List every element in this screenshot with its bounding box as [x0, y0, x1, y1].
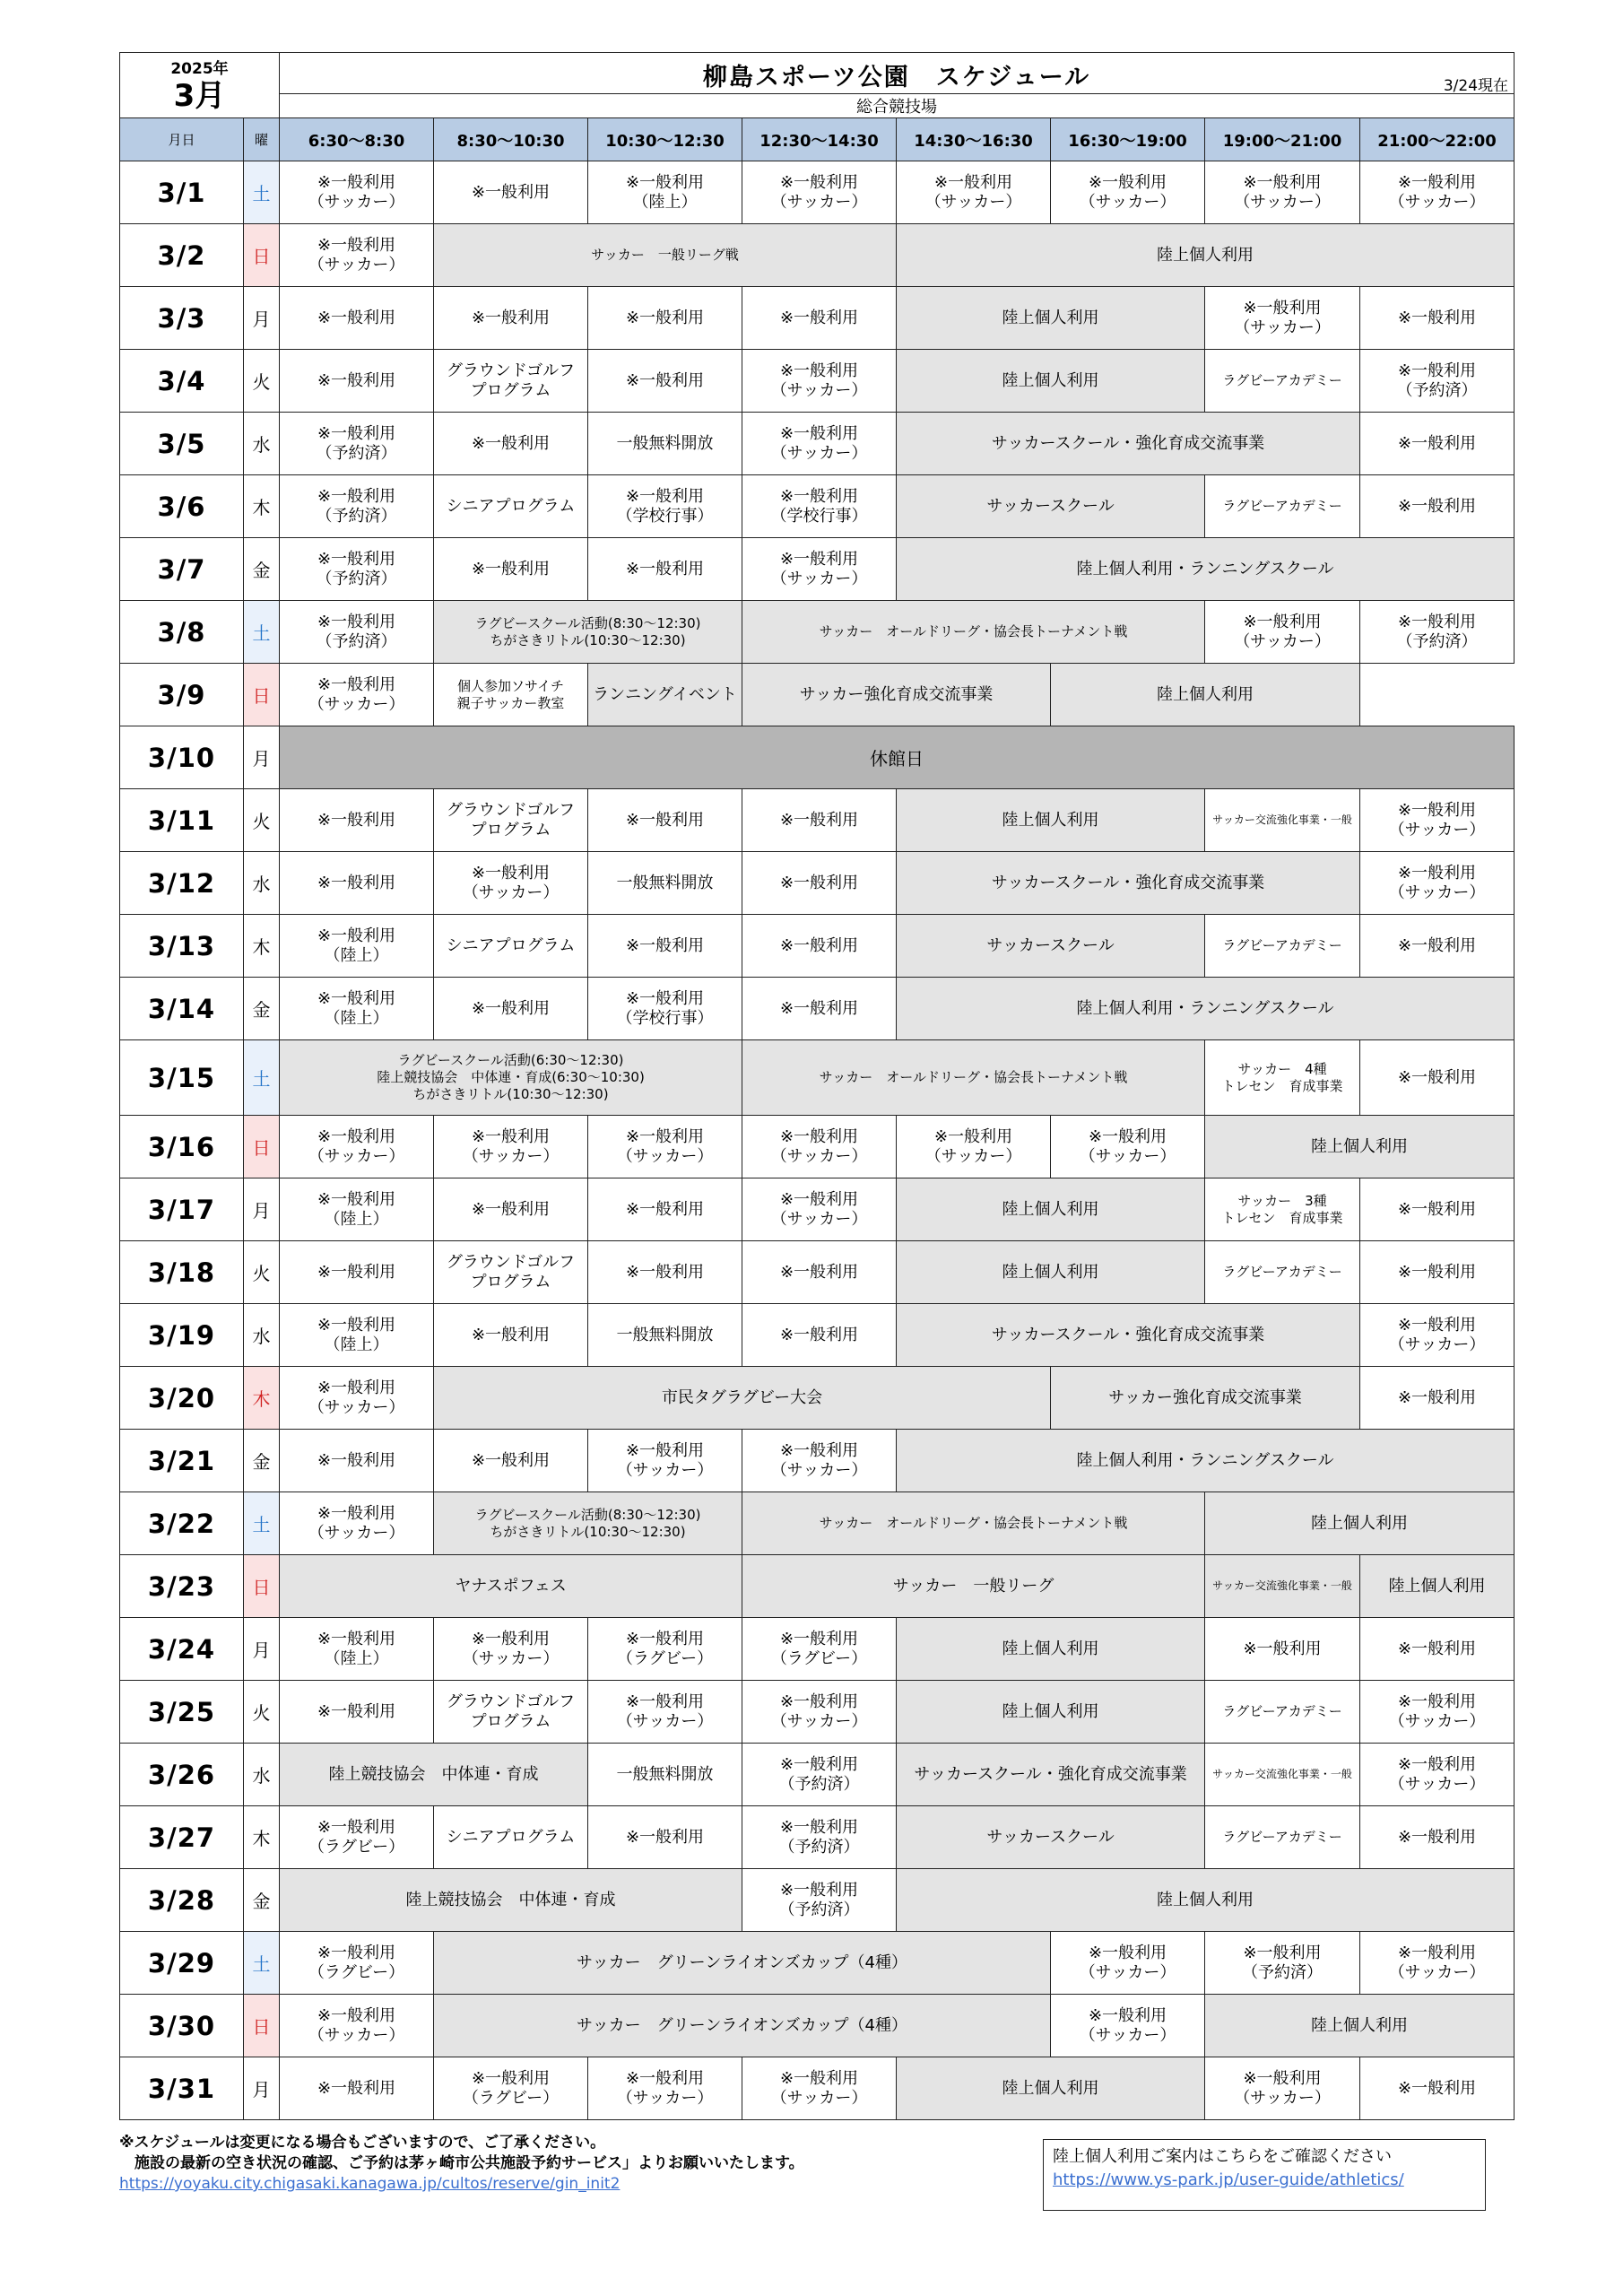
- schedule-row: [120, 287, 1515, 350]
- schedule-cell: サッカー交流強化事業・一般: [1205, 1555, 1360, 1618]
- row-date: 3/22: [120, 1492, 244, 1555]
- schedule-cell: 陸上個人利用: [1051, 664, 1360, 726]
- schedule-cell: サッカースクール: [897, 1806, 1205, 1869]
- schedule-cell: サッカー オールドリーグ・協会長トーナメント戦: [742, 601, 1205, 664]
- schedule-cell: ※一般利用: [434, 161, 588, 224]
- schedule-cell: ※一般利用: [434, 413, 588, 475]
- schedule-cell: ※一般利用 （サッカー）: [1360, 789, 1515, 852]
- row-day-of-week: 火: [244, 1241, 280, 1304]
- schedule-cell: 陸上競技協会 中体連・育成: [280, 1744, 588, 1806]
- row-day-of-week: 水: [244, 1744, 280, 1806]
- row-date: 3/14: [120, 978, 244, 1040]
- schedule-cell: ※一般利用 （サッカー）: [1360, 1932, 1515, 1995]
- schedule-cell: ※一般利用 （学校行事）: [588, 475, 742, 538]
- schedule-cell: 陸上個人利用: [1360, 1555, 1515, 1618]
- schedule-cell: ※一般利用 （ラグビー）: [742, 1618, 897, 1681]
- schedule-row: [120, 1869, 1515, 1932]
- schedule-cell: ※一般利用 （サッカー）: [742, 1178, 897, 1241]
- schedule-cell: ※一般利用: [280, 852, 434, 915]
- schedule-cell: ※一般利用: [434, 1304, 588, 1367]
- schedule-cell: 陸上個人利用: [897, 224, 1515, 287]
- schedule-cell: ※一般利用 （サッカー）: [280, 1116, 434, 1178]
- title-cell: [280, 53, 1515, 94]
- schedule-cell: ※一般利用: [742, 1241, 897, 1304]
- schedule-row: [120, 161, 1515, 224]
- schedule-cell: サッカー グリーンライオンズカップ（4種）: [434, 1932, 1051, 1995]
- schedule-cell: ※一般利用 （サッカー）: [434, 1618, 588, 1681]
- schedule-cell: ※一般利用: [280, 1681, 434, 1744]
- athletics-guide-link[interactable]: https://www.ys-park.jp/user-guide/athletics/: [1053, 2170, 1404, 2189]
- schedule-cell: ※一般利用 （陸上）: [280, 1618, 434, 1681]
- schedule-cell: ※一般利用 （サッカー）: [588, 1430, 742, 1492]
- col-header-dow: 曜: [244, 118, 280, 161]
- row-day-of-week: 土: [244, 1492, 280, 1555]
- row-date: 3/29: [120, 1932, 244, 1995]
- schedule-cell: ※一般利用 （サッカー）: [280, 664, 434, 726]
- schedule-cell: サッカースクール・強化育成交流事業: [897, 413, 1360, 475]
- schedule-cell: シニアプログラム: [434, 915, 588, 978]
- schedule-cell: ※一般利用: [1360, 915, 1515, 978]
- schedule-row: [120, 664, 1515, 726]
- schedule-cell: 一般無料開放: [588, 413, 742, 475]
- row-day-of-week: 日: [244, 1116, 280, 1178]
- schedule-cell: ※一般利用: [280, 1430, 434, 1492]
- schedule-cell: ※一般利用: [1360, 287, 1515, 350]
- schedule-cell: ※一般利用: [1360, 2057, 1515, 2120]
- schedule-cell: 陸上競技協会 中体連・育成: [280, 1869, 742, 1932]
- schedule-cell: ※一般利用 （サッカー）: [1360, 1744, 1515, 1806]
- schedule-cell: 陸上個人利用・ランニングスクール: [897, 538, 1515, 601]
- col-header-slot: 14:30～16:30: [897, 118, 1051, 161]
- schedule-cell: 陸上個人利用: [1205, 1492, 1515, 1555]
- schedule-cell: ※一般利用: [588, 915, 742, 978]
- schedule-row: [120, 1178, 1515, 1241]
- row-date: 3/16: [120, 1116, 244, 1178]
- schedule-row: [120, 350, 1515, 413]
- schedule-cell: シニアプログラム: [434, 1806, 588, 1869]
- schedule-cell: サッカースクール・強化育成交流事業: [897, 1304, 1360, 1367]
- schedule-cell: ※一般利用 （サッカー）: [588, 1116, 742, 1178]
- as-of-date: 3/24現在: [1443, 77, 1509, 94]
- schedule-row: [120, 1492, 1515, 1555]
- schedule-cell: ヤナスポフェス: [280, 1555, 742, 1618]
- row-day-of-week: 火: [244, 1681, 280, 1744]
- schedule-row: [120, 601, 1515, 664]
- row-date: 3/20: [120, 1367, 244, 1430]
- schedule-cell: グラウンドゴルフ プログラム: [434, 789, 588, 852]
- schedule-cell: サッカースクール・強化育成交流事業: [897, 852, 1360, 915]
- row-day-of-week: 土: [244, 1932, 280, 1995]
- schedule-cell: ※一般利用 （サッカー）: [1051, 1932, 1205, 1995]
- row-day-of-week: 月: [244, 726, 280, 789]
- schedule-cell: サッカースクール: [897, 915, 1205, 978]
- schedule-cell: ※一般利用 （サッカー）: [1051, 1116, 1205, 1178]
- schedule-row: [120, 852, 1515, 915]
- schedule-cell: ※一般利用 （陸上）: [280, 1304, 434, 1367]
- month-label: 3月: [173, 78, 226, 114]
- row-date: 3/18: [120, 1241, 244, 1304]
- row-date: 3/6: [120, 475, 244, 538]
- schedule-cell: グラウンドゴルフ プログラム: [434, 1681, 588, 1744]
- schedule-row: [120, 1430, 1515, 1492]
- schedule-cell: ※一般利用: [742, 1304, 897, 1367]
- row-day-of-week: 水: [244, 852, 280, 915]
- schedule-cell: ※一般利用: [742, 852, 897, 915]
- schedule-cell: ※一般利用 （サッカー）: [280, 1492, 434, 1555]
- schedule-cell: ※一般利用 （サッカー）: [588, 1681, 742, 1744]
- row-day-of-week: 木: [244, 475, 280, 538]
- schedule-cell: ※一般利用 （予約済）: [280, 538, 434, 601]
- schedule-cell: ※一般利用 （サッカー）: [280, 224, 434, 287]
- schedule-row: [120, 1995, 1515, 2057]
- schedule-row: [120, 915, 1515, 978]
- row-date: 3/23: [120, 1555, 244, 1618]
- col-header-slot: 19:00～21:00: [1205, 118, 1360, 161]
- schedule-cell: 陸上個人利用: [897, 1241, 1205, 1304]
- schedule-cell: ※一般利用: [1360, 475, 1515, 538]
- schedule-cell: ※一般利用 （サッカー）: [1205, 161, 1360, 224]
- schedule-cell: ※一般利用: [280, 2057, 434, 2120]
- row-day-of-week: 火: [244, 789, 280, 852]
- row-day-of-week: 日: [244, 1555, 280, 1618]
- schedule-cell: ラグビーアカデミー: [1205, 1806, 1360, 1869]
- row-day-of-week: 金: [244, 1430, 280, 1492]
- row-date: 3/12: [120, 852, 244, 915]
- schedule-cell: ※一般利用: [588, 287, 742, 350]
- schedule-cell: 陸上個人利用: [897, 1681, 1205, 1744]
- schedule-cell: ※一般利用 （サッカー）: [742, 1430, 897, 1492]
- schedule-cell: シニアプログラム: [434, 475, 588, 538]
- schedule-cell: 陸上個人利用: [897, 2057, 1205, 2120]
- row-date: 3/10: [120, 726, 244, 789]
- schedule-cell: ラグビースクール活動(8:30～12:30) ちがさきリトル(10:30～12:30): [434, 1492, 742, 1555]
- schedule-cell: ※一般利用: [280, 789, 434, 852]
- schedule-cell: ※一般利用 （学校行事）: [588, 978, 742, 1040]
- row-day-of-week: 土: [244, 161, 280, 224]
- schedule-cell: ※一般利用 （サッカー）: [1205, 2057, 1360, 2120]
- schedule-cell: ※一般利用 （サッカー）: [1205, 601, 1360, 664]
- schedule-cell: サッカー強化育成交流事業: [1051, 1367, 1360, 1430]
- schedule-cell: ※一般利用 （陸上）: [280, 915, 434, 978]
- row-date: 3/25: [120, 1681, 244, 1744]
- row-date: 3/13: [120, 915, 244, 978]
- row-day-of-week: 木: [244, 1367, 280, 1430]
- schedule-cell: 陸上個人利用: [897, 287, 1205, 350]
- schedule-cell: ※一般利用 （サッカー）: [897, 1116, 1051, 1178]
- schedule-cell: 陸上個人利用: [897, 350, 1205, 413]
- schedule-row: [120, 1241, 1515, 1304]
- row-date: 3/7: [120, 538, 244, 601]
- schedule-cell: ラグビースクール活動(6:30～12:30) 陸上競技協会 中体連・育成(6:30～10:30) ちがさきリトル(10:30～12:30): [280, 1040, 742, 1116]
- schedule-cell: ※一般利用: [742, 287, 897, 350]
- schedule-cell: ※一般利用: [280, 1241, 434, 1304]
- year-label: 2025年: [170, 60, 229, 78]
- schedule-table: [119, 52, 1515, 2120]
- schedule-cell: ※一般利用 （ラグビー）: [280, 1932, 434, 1995]
- schedule-cell: サッカー 3種 トレセン 育成事業: [1205, 1178, 1360, 1241]
- schedule-cell: ※一般利用: [1360, 1806, 1515, 1869]
- schedule-cell: 市民タグラグビー大会: [434, 1367, 1051, 1430]
- schedule-cell: ※一般利用 （予約済）: [742, 1806, 897, 1869]
- schedule-cell: ラグビーアカデミー: [1205, 475, 1360, 538]
- col-header-slot: 21:00～22:00: [1360, 118, 1515, 161]
- schedule-cell: ※一般利用: [1360, 413, 1515, 475]
- schedule-cell: ※一般利用: [1205, 1618, 1360, 1681]
- row-date: 3/8: [120, 601, 244, 664]
- col-header-slot: 8:30～10:30: [434, 118, 588, 161]
- schedule-cell: ※一般利用 （サッカー）: [742, 1681, 897, 1744]
- reservation-link[interactable]: https://yoyaku.city.chigasaki.kanagawa.jp/cultos/reserve/gin_init2: [119, 2175, 621, 2193]
- schedule-cell: ※一般利用 （サッカー）: [742, 1116, 897, 1178]
- schedule-cell: 陸上個人利用: [897, 1178, 1205, 1241]
- schedule-cell: ※一般利用: [742, 915, 897, 978]
- schedule-cell: ※一般利用 （サッカー）: [434, 1116, 588, 1178]
- schedule-cell: ※一般利用 （サッカー）: [897, 161, 1051, 224]
- schedule-cell: ※一般利用 （予約済）: [742, 1744, 897, 1806]
- row-day-of-week: 月: [244, 2057, 280, 2120]
- schedule-sheet: [119, 52, 1514, 2120]
- schedule-row: [120, 1555, 1515, 1618]
- schedule-cell: サッカースクール・強化育成交流事業: [897, 1744, 1205, 1806]
- col-header-slot: 6:30～8:30: [280, 118, 434, 161]
- row-day-of-week: 月: [244, 1178, 280, 1241]
- schedule-cell: サッカー強化育成交流事業: [742, 664, 1051, 726]
- row-date: 3/28: [120, 1869, 244, 1932]
- schedule-cell: ラグビーアカデミー: [1205, 915, 1360, 978]
- schedule-cell: ※一般利用 （予約済）: [742, 1869, 897, 1932]
- schedule-cell: ※一般利用 （サッカー）: [1051, 161, 1205, 224]
- schedule-cell: ※一般利用 （サッカー）: [280, 161, 434, 224]
- schedule-cell: ※一般利用 （サッカー）: [1205, 287, 1360, 350]
- row-date: 3/19: [120, 1304, 244, 1367]
- reservation-notice: 施設の最新の空き状況の確認、ご予約は茅ヶ崎市公共施設予約サービス」よりお願いいたします。: [119, 2154, 804, 2172]
- row-day-of-week: 木: [244, 915, 280, 978]
- schedule-cell: ※一般利用 （サッカー）: [280, 1367, 434, 1430]
- schedule-cell: ※一般利用: [434, 978, 588, 1040]
- column-header-row: [120, 118, 1515, 161]
- schedule-cell: ※一般利用: [1360, 1241, 1515, 1304]
- schedule-cell: サッカースクール: [897, 475, 1205, 538]
- year-month-cell: [120, 53, 280, 118]
- schedule-row: [120, 1681, 1515, 1744]
- schedule-row: [120, 413, 1515, 475]
- schedule-cell: ※一般利用 （陸上）: [280, 978, 434, 1040]
- schedule-cell: 一般無料開放: [588, 1304, 742, 1367]
- schedule-cell: 陸上個人利用・ランニングスクール: [897, 978, 1515, 1040]
- schedule-row: [120, 1116, 1515, 1178]
- schedule-cell: 陸上個人利用: [897, 1869, 1515, 1932]
- row-date: 3/9: [120, 664, 244, 726]
- closed-day-cell: 休館日: [280, 726, 1515, 789]
- schedule-cell: ※一般利用: [588, 538, 742, 601]
- page-title: 柳島スポーツ公園 スケジュール: [702, 64, 1091, 91]
- schedule-row: [120, 1618, 1515, 1681]
- row-date: 3/17: [120, 1178, 244, 1241]
- row-date: 3/2: [120, 224, 244, 287]
- schedule-cell: ※一般利用: [1360, 1040, 1515, 1116]
- schedule-cell: ※一般利用: [588, 1241, 742, 1304]
- schedule-cell: ※一般利用: [588, 1178, 742, 1241]
- schedule-cell: ※一般利用 （サッカー）: [280, 1995, 434, 2057]
- schedule-cell: ※一般利用 （ラグビー）: [434, 2057, 588, 2120]
- row-day-of-week: 日: [244, 664, 280, 726]
- row-day-of-week: 水: [244, 1304, 280, 1367]
- col-header-slot: 10:30～12:30: [588, 118, 742, 161]
- venue-name: 総合競技場: [280, 94, 1515, 118]
- schedule-cell: サッカー交流強化事業・一般: [1205, 789, 1360, 852]
- schedule-cell: ※一般利用 （予約済）: [280, 413, 434, 475]
- schedule-cell: サッカー交流強化事業・一般: [1205, 1744, 1360, 1806]
- schedule-row: [120, 475, 1515, 538]
- schedule-cell: サッカー 一般リーグ戦: [434, 224, 897, 287]
- schedule-cell: ※一般利用: [588, 789, 742, 852]
- row-date: 3/26: [120, 1744, 244, 1806]
- row-day-of-week: 火: [244, 350, 280, 413]
- schedule-cell: ※一般利用 （サッカー）: [1360, 161, 1515, 224]
- schedule-cell: ※一般利用 （サッカー）: [1051, 1995, 1205, 2057]
- schedule-row: [120, 1932, 1515, 1995]
- schedule-cell: 一般無料開放: [588, 852, 742, 915]
- schedule-cell: ※一般利用 （サッカー）: [742, 350, 897, 413]
- schedule-cell: ※一般利用 （予約済）: [1360, 601, 1515, 664]
- schedule-cell: ※一般利用: [1360, 1618, 1515, 1681]
- schedule-cell: ※一般利用: [280, 350, 434, 413]
- schedule-cell: ※一般利用: [1360, 1178, 1515, 1241]
- row-day-of-week: 水: [244, 413, 280, 475]
- schedule-cell: ※一般利用: [434, 1430, 588, 1492]
- schedule-cell: ※一般利用 （予約済）: [280, 601, 434, 664]
- schedule-cell: ラグビースクール活動(8:30～12:30) ちがさきリトル(10:30～12:30): [434, 601, 742, 664]
- schedule-cell: ランニングイベント: [588, 664, 742, 726]
- schedule-cell: ※一般利用 （サッカー）: [588, 2057, 742, 2120]
- schedule-cell: サッカー 4種 トレセン 育成事業: [1205, 1040, 1360, 1116]
- schedule-cell: 個人参加ソサイチ 親子サッカー教室: [434, 664, 588, 726]
- schedule-cell: ※一般利用: [434, 1178, 588, 1241]
- row-day-of-week: 月: [244, 1618, 280, 1681]
- schedule-cell: ※一般利用 （予約済）: [1360, 350, 1515, 413]
- schedule-cell: 陸上個人利用: [897, 789, 1205, 852]
- schedule-row: [120, 726, 1515, 789]
- schedule-cell: ※一般利用 （サッカー）: [742, 161, 897, 224]
- schedule-cell: 一般無料開放: [588, 1744, 742, 1806]
- row-day-of-week: 土: [244, 1040, 280, 1116]
- row-date: 3/4: [120, 350, 244, 413]
- schedule-row: [120, 789, 1515, 852]
- schedule-cell: ※一般利用 （サッカー）: [1360, 1304, 1515, 1367]
- schedule-row: [120, 1304, 1515, 1367]
- row-date: 3/3: [120, 287, 244, 350]
- schedule-row: [120, 978, 1515, 1040]
- guide-text: 陸上個人利用ご案内はこちらをご確認ください: [1053, 2147, 1392, 2166]
- schedule-cell: ※一般利用 （陸上）: [280, 1178, 434, 1241]
- schedule-cell: ラグビーアカデミー: [1205, 350, 1360, 413]
- schedule-cell: ラグビーアカデミー: [1205, 1241, 1360, 1304]
- schedule-cell: サッカー グリーンライオンズカップ（4種）: [434, 1995, 1051, 2057]
- schedule-row: [120, 1040, 1515, 1116]
- schedule-cell: ※一般利用 （サッカー）: [1360, 852, 1515, 915]
- schedule-cell: サッカー オールドリーグ・協会長トーナメント戦: [742, 1040, 1205, 1116]
- schedule-cell: ※一般利用 （サッカー）: [434, 852, 588, 915]
- schedule-row: [120, 1806, 1515, 1869]
- schedule-row: [120, 538, 1515, 601]
- schedule-cell: ※一般利用: [588, 1806, 742, 1869]
- row-date: 3/24: [120, 1618, 244, 1681]
- schedule-cell: ラグビーアカデミー: [1205, 1681, 1360, 1744]
- schedule-cell: サッカー オールドリーグ・協会長トーナメント戦: [742, 1492, 1205, 1555]
- schedule-cell: ※一般利用: [434, 287, 588, 350]
- schedule-cell: ※一般利用 （サッカー）: [742, 2057, 897, 2120]
- row-day-of-week: 月: [244, 287, 280, 350]
- schedule-row: [120, 2057, 1515, 2120]
- schedule-cell: ※一般利用: [1360, 1367, 1515, 1430]
- schedule-cell: ※一般利用: [742, 789, 897, 852]
- schedule-cell: グラウンドゴルフ プログラム: [434, 1241, 588, 1304]
- row-date: 3/30: [120, 1995, 244, 2057]
- col-header-slot: 16:30～19:00: [1051, 118, 1205, 161]
- schedule-cell: ※一般利用: [742, 978, 897, 1040]
- row-date: 3/1: [120, 161, 244, 224]
- row-day-of-week: 金: [244, 978, 280, 1040]
- row-date: 3/15: [120, 1040, 244, 1116]
- schedule-cell: サッカー 一般リーグ: [742, 1555, 1205, 1618]
- row-date: 3/31: [120, 2057, 244, 2120]
- schedule-cell: ※一般利用: [588, 350, 742, 413]
- schedule-cell: ※一般利用: [280, 287, 434, 350]
- schedule-cell: ※一般利用 （ラグビー）: [280, 1806, 434, 1869]
- schedule-cell: 陸上個人利用: [1205, 1995, 1515, 2057]
- schedule-cell: 陸上個人利用・ランニングスクール: [897, 1430, 1515, 1492]
- schedule-row: [120, 1367, 1515, 1430]
- row-day-of-week: 木: [244, 1806, 280, 1869]
- athletics-guide-box: [1043, 2139, 1486, 2211]
- schedule-cell: ※一般利用 （陸上）: [588, 161, 742, 224]
- row-day-of-week: 金: [244, 538, 280, 601]
- row-date: 3/27: [120, 1806, 244, 1869]
- row-day-of-week: 土: [244, 601, 280, 664]
- schedule-cell: ※一般利用 （予約済）: [1205, 1932, 1360, 1995]
- schedule-row: [120, 224, 1515, 287]
- schedule-cell: ※一般利用 （サッカー）: [742, 538, 897, 601]
- col-header-date: 月日: [120, 118, 244, 161]
- row-day-of-week: 日: [244, 1995, 280, 2057]
- schedule-cell: ※一般利用 （サッカー）: [742, 413, 897, 475]
- schedule-cell: ※一般利用: [434, 538, 588, 601]
- row-date: 3/21: [120, 1430, 244, 1492]
- row-date: 3/5: [120, 413, 244, 475]
- schedule-cell: ※一般利用 （ラグビー）: [588, 1618, 742, 1681]
- schedule-cell: ※一般利用 （サッカー）: [1360, 1681, 1515, 1744]
- schedule-cell: ※一般利用 （学校行事）: [742, 475, 897, 538]
- schedule-row: [120, 1744, 1515, 1806]
- row-day-of-week: 金: [244, 1869, 280, 1932]
- schedule-cell: ※一般利用 （予約済）: [280, 475, 434, 538]
- change-notice: ※スケジュールは変更になる場合もございますので、ご了承ください。: [119, 2134, 606, 2152]
- schedule-cell: 陸上個人利用: [1205, 1116, 1515, 1178]
- row-date: 3/11: [120, 789, 244, 852]
- footer-notes: [119, 2133, 1034, 2195]
- schedule-cell: 陸上個人利用: [897, 1618, 1205, 1681]
- schedule-cell: グラウンドゴルフ プログラム: [434, 350, 588, 413]
- row-day-of-week: 日: [244, 224, 280, 287]
- col-header-slot: 12:30～14:30: [742, 118, 897, 161]
